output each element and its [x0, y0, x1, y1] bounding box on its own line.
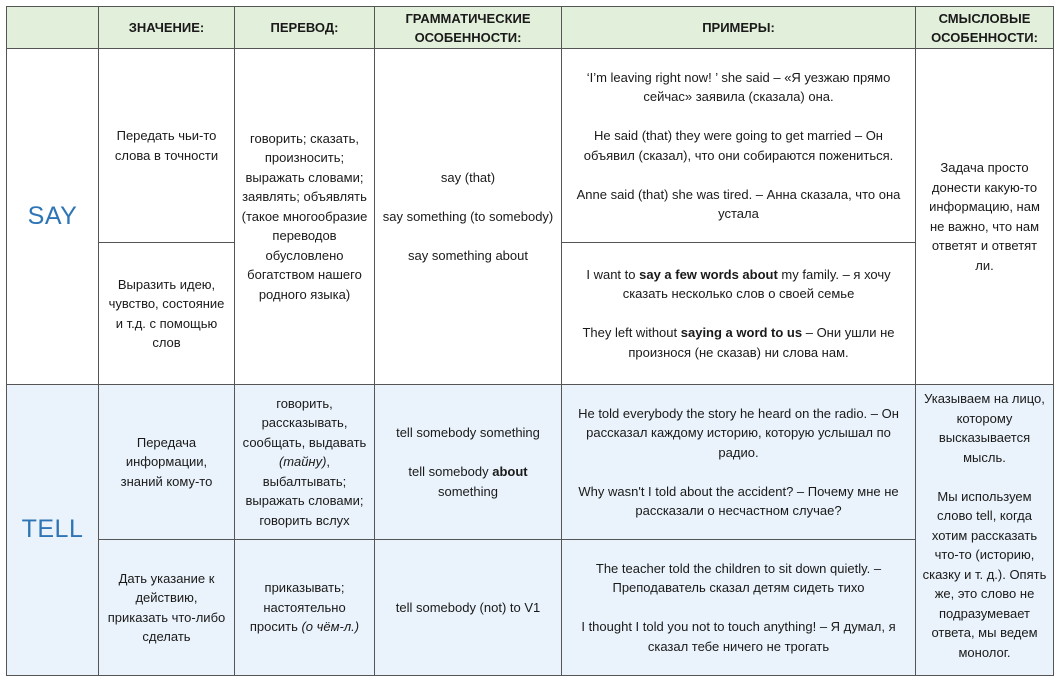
tell-meaning-1: Передача информации, знаний кому-то: [99, 385, 235, 540]
tell-word: TELL: [7, 385, 99, 676]
header-semantic: СМЫСЛОВЫЕ ОСОБЕННОСТИ:: [916, 7, 1054, 49]
tell-example-1: He told everybody the story he heard on the radio. – Он рассказал каждому историю, которую услышал по радио.: [578, 405, 899, 460]
header-empty: [7, 7, 99, 49]
tell-example-2: Why wasn't I told about the accident? – Почему мне не рассказали о несчастном случае?: [578, 483, 899, 518]
say-examples-1: [562, 49, 916, 243]
say-word: SAY: [7, 49, 99, 385]
say-meaning-2: Выразить идею, чувство, состояние и т.д. с помощью слов: [99, 243, 235, 385]
say-tell-comparison-table: [6, 6, 1054, 676]
header-row: [7, 7, 1054, 49]
header-meaning: ЗНАЧЕНИЕ:: [99, 7, 235, 49]
tell-semantic-1: Указываем на лицо, которому высказывается мысль.: [924, 391, 1045, 465]
say-example-2: He said (that) they were going to get married – Он объявил (сказал), что они собираются пожениться.: [583, 128, 894, 163]
say-grammar-2: say something (to somebody): [382, 208, 554, 224]
header-translation: ПЕРЕВОД:: [235, 7, 375, 49]
say-example-5: They left without saying a word to us – Они ушли не произнося (не сказав) ни слова нам.: [582, 325, 895, 360]
tell-grammar-2: tell somebody (not) to V1: [375, 540, 562, 676]
tell-examples-1: [562, 385, 916, 540]
say-meaning-1: Передать чьи-то слова в точности: [99, 49, 235, 243]
tell-grammar-1b: tell somebody about something: [408, 464, 528, 499]
say-grammar: [375, 49, 562, 385]
say-translation: говорить; сказать, произносить; выражать словами; заявлять; объявлять (такое многообразие переводов обусловлено богатством нашего родного языка): [235, 49, 375, 385]
tell-row-1: [7, 385, 1054, 540]
tell-translation-2: приказывать; настоятельно просить (о чём-л.): [235, 540, 375, 676]
tell-grammar-1a: tell somebody something: [396, 425, 540, 440]
say-grammar-1: say (that): [440, 169, 496, 185]
tell-semantic: [916, 385, 1054, 676]
tell-examples-2: [562, 540, 916, 676]
say-semantic: Задача просто донести какую-то информацию, нам не важно, что нам ответят и ответят ли.: [916, 49, 1054, 385]
header-grammar: ГРАММАТИЧЕСКИЕ ОСОБЕННОСТИ:: [375, 7, 562, 49]
tell-semantic-2: Мы используем слово tell, когда хотим рассказать что-то (историю, сказку и т. д.). Опять же, это слово не подразумевает ответа, мы ведем монолог.: [922, 488, 1047, 660]
tell-example-4: I thought I told you not to touch anything! – Я думал, я сказал тебе ничего не трогать: [581, 619, 896, 654]
say-row-1: [7, 49, 1054, 243]
say-examples-2: [562, 243, 916, 385]
header-examples: ПРИМЕРЫ:: [562, 7, 916, 49]
say-example-4: I want to say a few words about my family. – я хочу сказать несколько слов о своей семье: [586, 266, 891, 302]
tell-example-3: The teacher told the children to sit down quietly. – Преподаватель сказал детям сидеть тихо: [595, 560, 882, 596]
tell-meaning-2: Дать указание к действию, приказать что-либо сделать: [99, 540, 235, 676]
say-example-1: ‘I’m leaving right now! ’ she said – «Я уезжаю прямо сейчас» заявила (сказала) она.: [586, 69, 891, 104]
say-grammar-3: say something about: [408, 247, 528, 263]
tell-translation-1: говорить, рассказывать, сообщать, выдавать (тайну), выбалтывать; выражать словами; говорить вслух: [235, 385, 375, 540]
tell-row-2: [7, 540, 1054, 676]
say-example-3: Anne said (that) she was tired. – Анна сказала, что она устала: [576, 186, 901, 221]
tell-grammar-1: [375, 385, 562, 540]
